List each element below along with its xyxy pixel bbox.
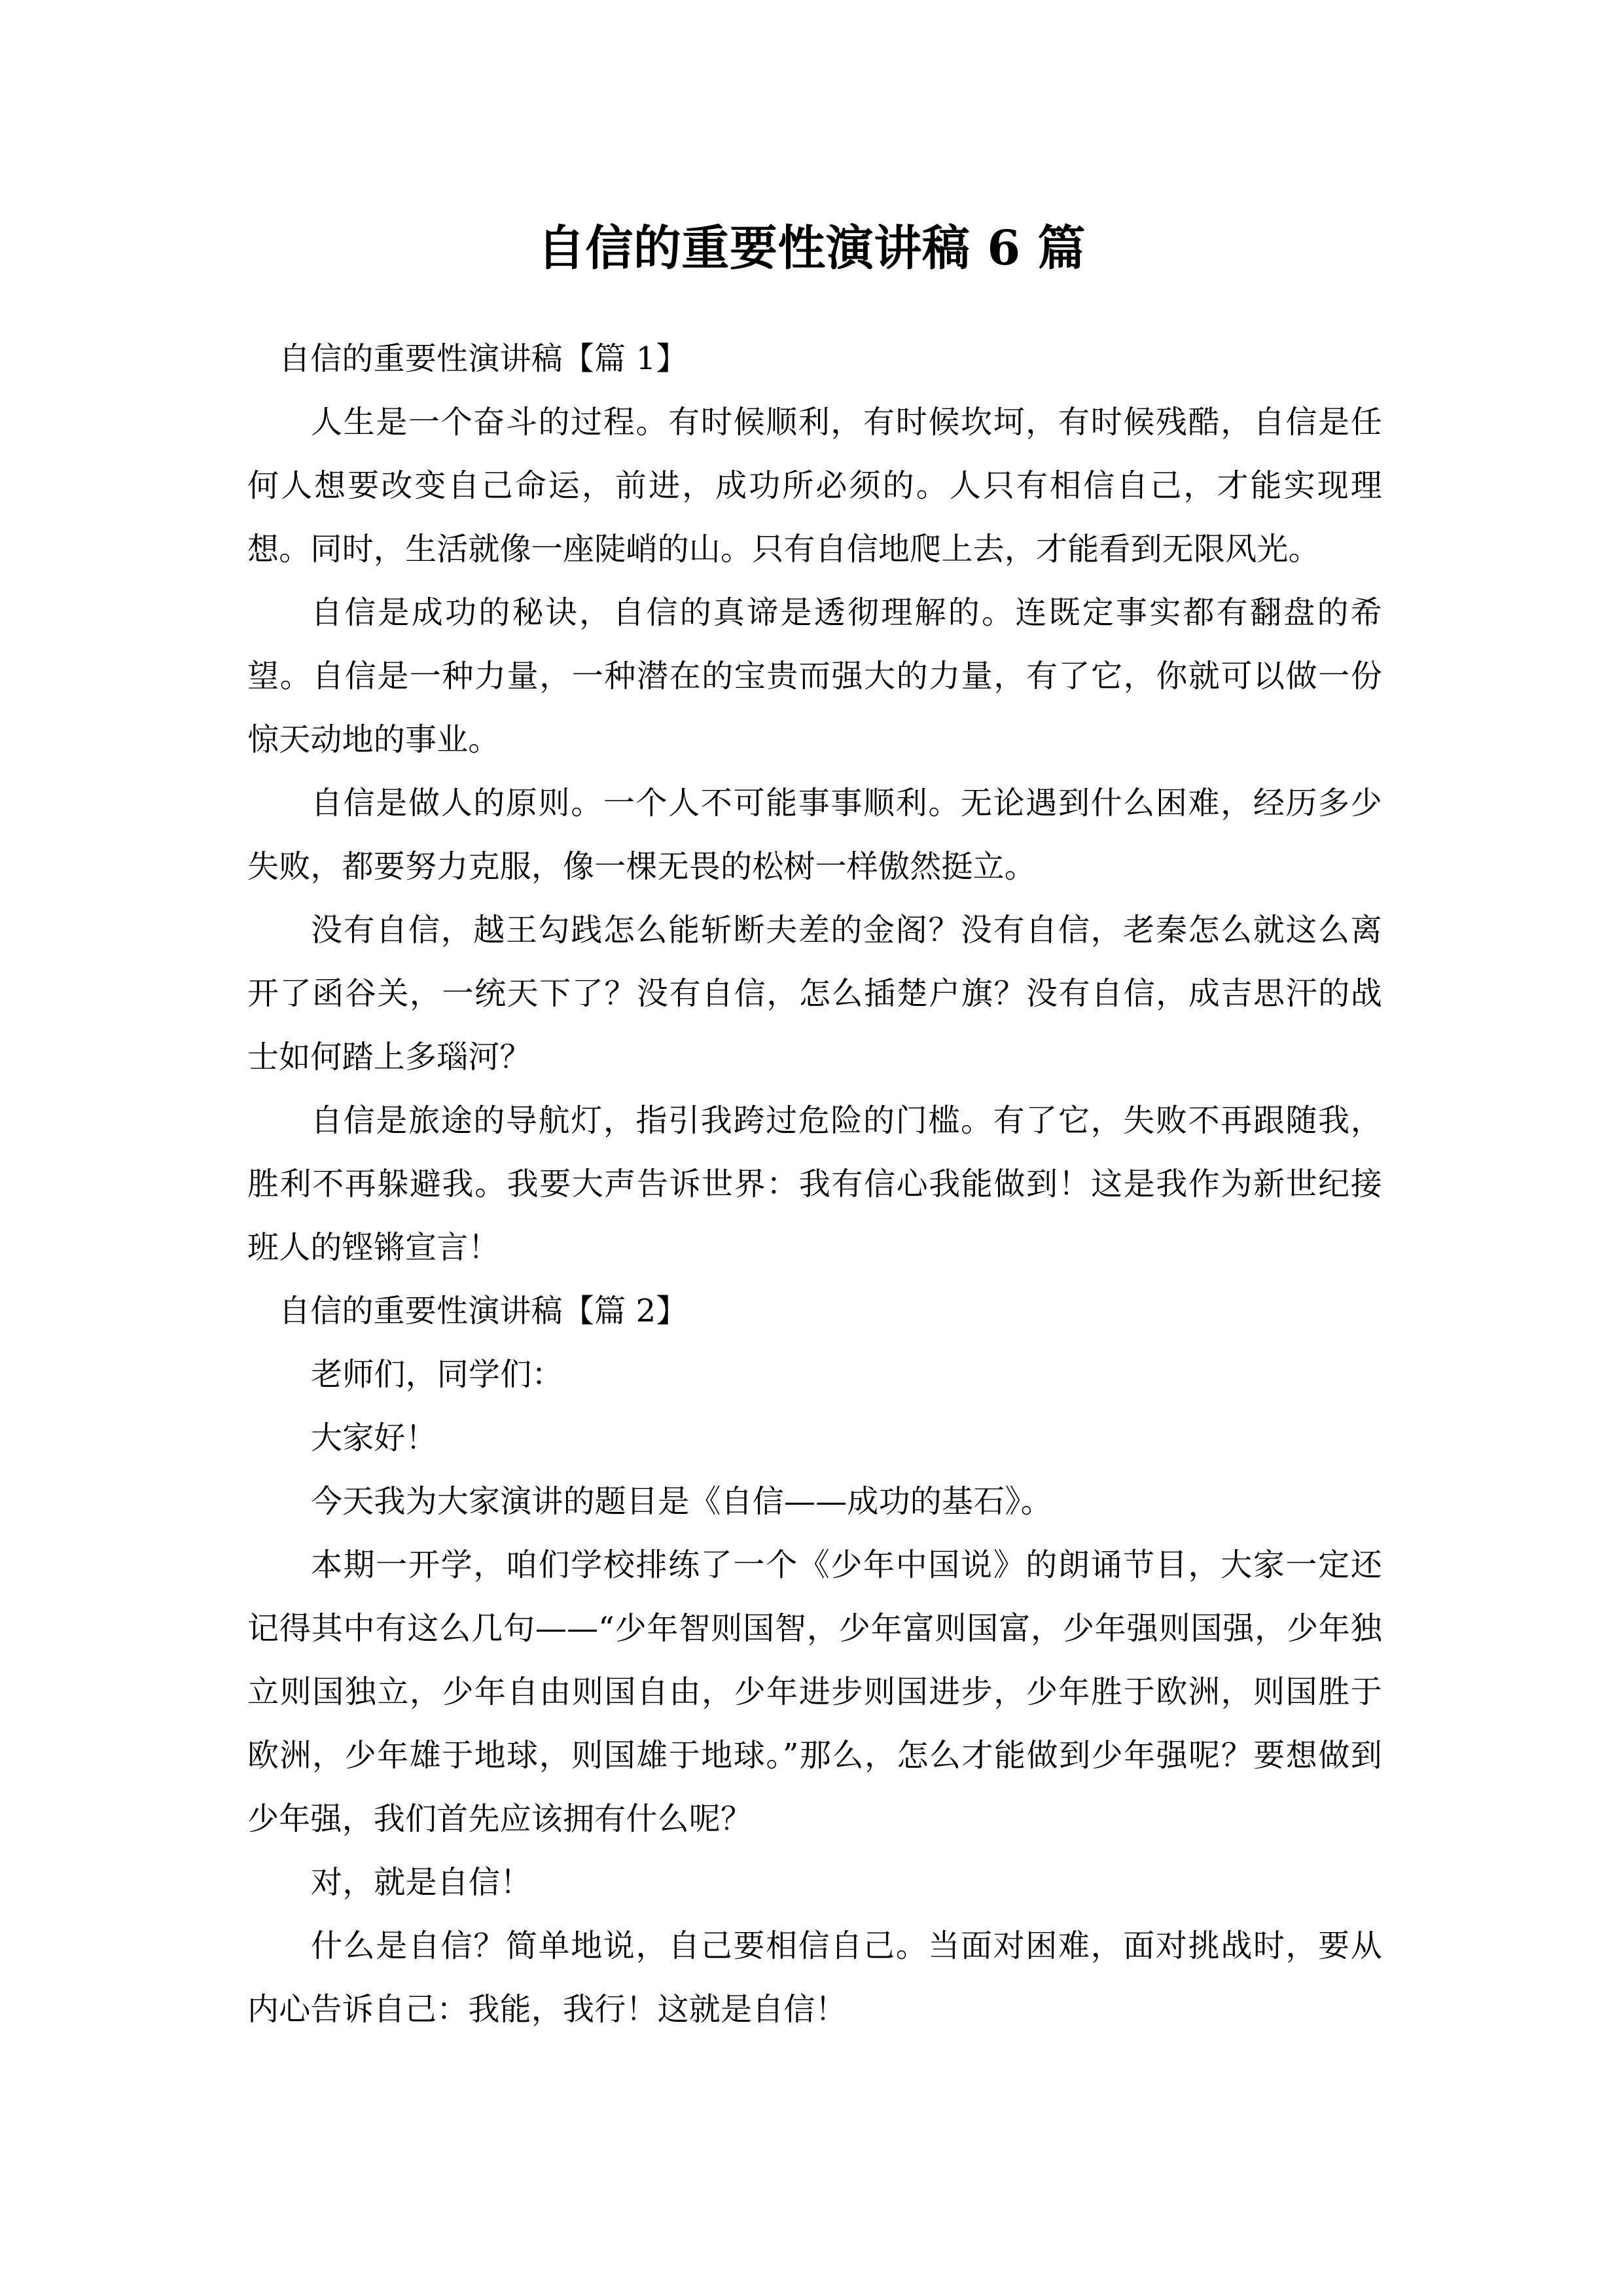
paragraph: 老师们，同学们： (311, 1356, 563, 1393)
paragraph: 没有自信，越王勾践怎么能斩断夫差的金阁？没有自信，老秦怎么就这么离开了函谷关，一统天下了？没有自信，怎么插楚户旗？没有自信，成吉思汗的战士如何踏上多瑙河？ (247, 912, 1382, 1075)
paragraph: 对，就是自信！ (311, 1864, 532, 1901)
document-body (247, 327, 1382, 2041)
paragraph: 自信是成功的秘诀，自信的真谛是透彻理解的。连既定事实都有翻盘的希望。自信是一种力量，一种潜在的宝贵而强大的力量，有了它，你就可以做一份惊天动地的事业。 (247, 594, 1382, 758)
section-heading-2: 自信的重要性演讲稿【篇 2】 (279, 1293, 688, 1329)
paragraph: 大家好！ (311, 1420, 437, 1456)
paragraph: 人生是一个奋斗的过程。有时候顺利，有时候坎坷，有时候残酷，自信是任何人想要改变自己命运，前进，成功所必须的。人只有相信自己，才能实现理想。同时，生活就像一座陡峭的山。只有自信地爬上去，才能看到无限风光。 (247, 404, 1382, 567)
section-heading-1: 自信的重要性演讲稿【篇 1】 (279, 340, 688, 377)
paragraph: 本期一开学，咱们学校排练了一个《少年中国说》的朗诵节目，大家一定还记得其中有这么几句——“少年智则国智，少年富则国富，少年强则国强，少年独立则国独立，少年自由则国自由，少年进步则国进步，少年胜于欧洲，则国胜于欧洲，少年雄于地球，则国雄于地球。”那么，怎么才能做到少年强呢？要想做到少年强，我们首先应该拥有什么呢？ (247, 1547, 1382, 1837)
page-title: 自信的重要性演讲稿 6 篇 (537, 219, 1086, 276)
paragraph: 自信是旅途的导航灯，指引我跨过危险的门槛。有了它，失败不再跟随我，胜利不再躲避我。我要大声告诉世界：我有信心我能做到！这是我作为新世纪接班人的铿锵宣言！ (247, 1102, 1382, 1266)
paragraph: 自信是做人的原则。一个人不可能事事顺利。无论遇到什么困难，经历多少失败，都要努力克服，像一棵无畏的松树一样傲然挺立。 (247, 785, 1382, 885)
paragraph: 今天我为大家演讲的题目是《自信——成功的基石》。 (311, 1483, 1052, 1520)
paragraph: 什么是自信？简单地说，自己要相信自己。当面对困难，面对挑战时，要从内心告诉自己：我能，我行！这就是自信！ (247, 1928, 1382, 2028)
